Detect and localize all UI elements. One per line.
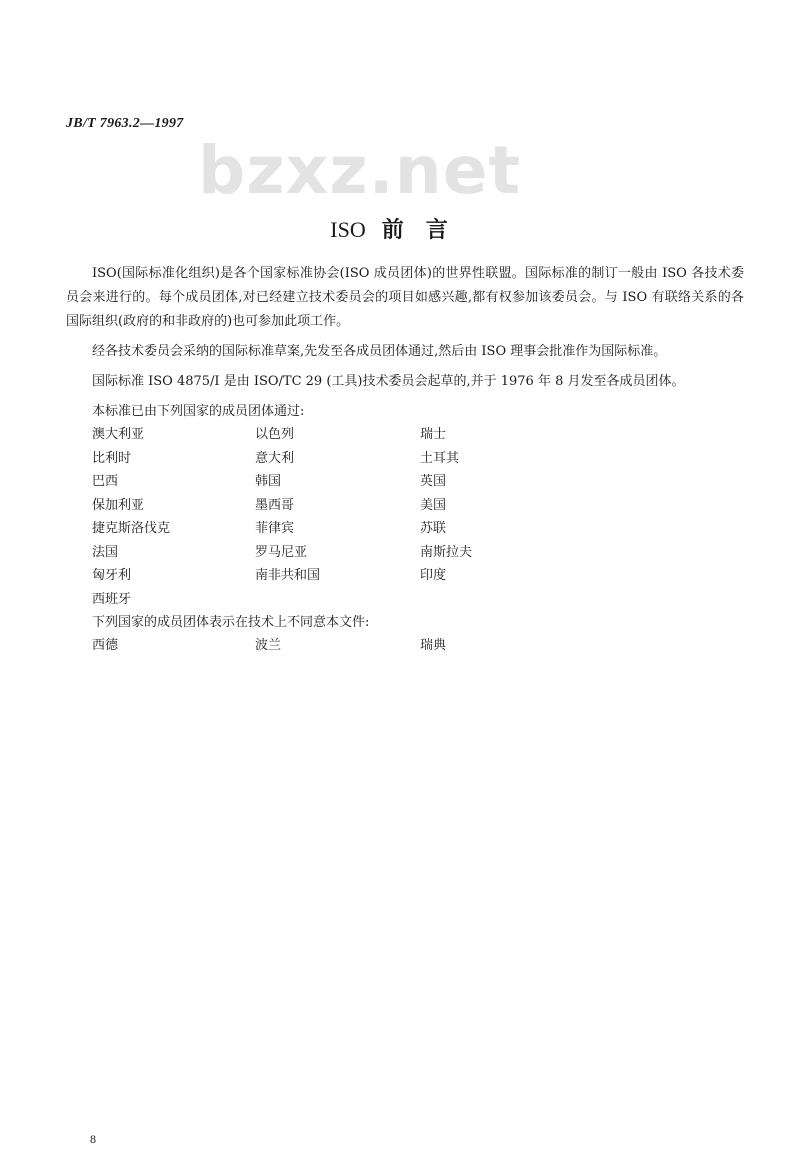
country: 法国 <box>92 544 119 560</box>
approved-country-list <box>66 423 744 611</box>
country-row <box>66 494 744 518</box>
disapproved-country-list <box>66 634 744 658</box>
country <box>255 588 420 612</box>
paragraph: 经各技术委员会采纳的国际标准草案,先发至各成员团体通过,然后由 ISO 理事会批准作为国际标准。 <box>92 344 667 359</box>
country: 匈牙利 <box>92 568 132 583</box>
country: 西德 <box>92 638 119 653</box>
country-row <box>66 541 744 565</box>
paragraph: 国际标准 ISO 4875/Ⅰ 是由 ISO/TC 29 (工具)技术委员会起草的,并于 1976 年 8 月发至各成员团体。 <box>92 374 685 389</box>
country: 瑞士 <box>420 427 447 442</box>
country: 土耳其 <box>420 450 460 466</box>
country: 以色列 <box>255 427 295 442</box>
country-row <box>66 588 744 612</box>
country-row <box>66 447 744 471</box>
country-row <box>66 634 744 658</box>
country: 英国 <box>420 474 447 489</box>
country-row <box>66 423 744 447</box>
disapproved-intro: 下列国家的成员团体表示在技术上不同意本文件: <box>92 615 370 630</box>
document-body <box>66 262 744 658</box>
country: 印度 <box>420 568 447 583</box>
country: 墨西哥 <box>255 497 295 513</box>
country: 捷克斯洛伐克 <box>92 521 171 536</box>
approved-intro: 本标准已由下列国家的成员团体通过: <box>92 404 305 419</box>
country <box>420 588 560 612</box>
watermark: bzxz.net <box>198 132 522 209</box>
paragraph: ISO(国际标准化组织)是各个国家标准协会(ISO 成员团体)的世界性联盟。国际标准的制订一般由 ISO 各技术委员会来进行的。每个成员团体,对已经建立技术委员会的项目如感兴趣,都有权参加该委员会。与 ISO 有联络关系的各国际组织(政府的和非政府的)也可参加此项工作。 <box>66 266 744 329</box>
country: 苏联 <box>420 521 447 536</box>
country: 菲律宾 <box>255 521 295 536</box>
country: 波兰 <box>255 638 282 653</box>
country: 西班牙 <box>92 591 132 607</box>
title-prefix: ISO <box>330 217 366 242</box>
country: 比利时 <box>92 450 132 466</box>
page-title <box>0 213 800 244</box>
country: 韩国 <box>255 474 282 489</box>
country: 南斯拉夫 <box>420 544 473 560</box>
country-row <box>66 517 744 541</box>
country: 瑞典 <box>420 638 447 653</box>
country: 意大利 <box>255 450 295 466</box>
country-row <box>66 470 744 494</box>
country: 巴西 <box>92 474 119 489</box>
title-main: 前言 <box>381 217 470 243</box>
country: 澳大利亚 <box>92 427 145 442</box>
country: 保加利亚 <box>92 497 145 513</box>
page-number: 8 <box>90 1132 96 1146</box>
standard-number: JB/T 7963.2—1997 <box>66 116 184 131</box>
country-row <box>66 564 744 588</box>
country: 南非共和国 <box>255 568 321 583</box>
country: 罗马尼亚 <box>255 544 308 560</box>
country: 美国 <box>420 497 447 513</box>
